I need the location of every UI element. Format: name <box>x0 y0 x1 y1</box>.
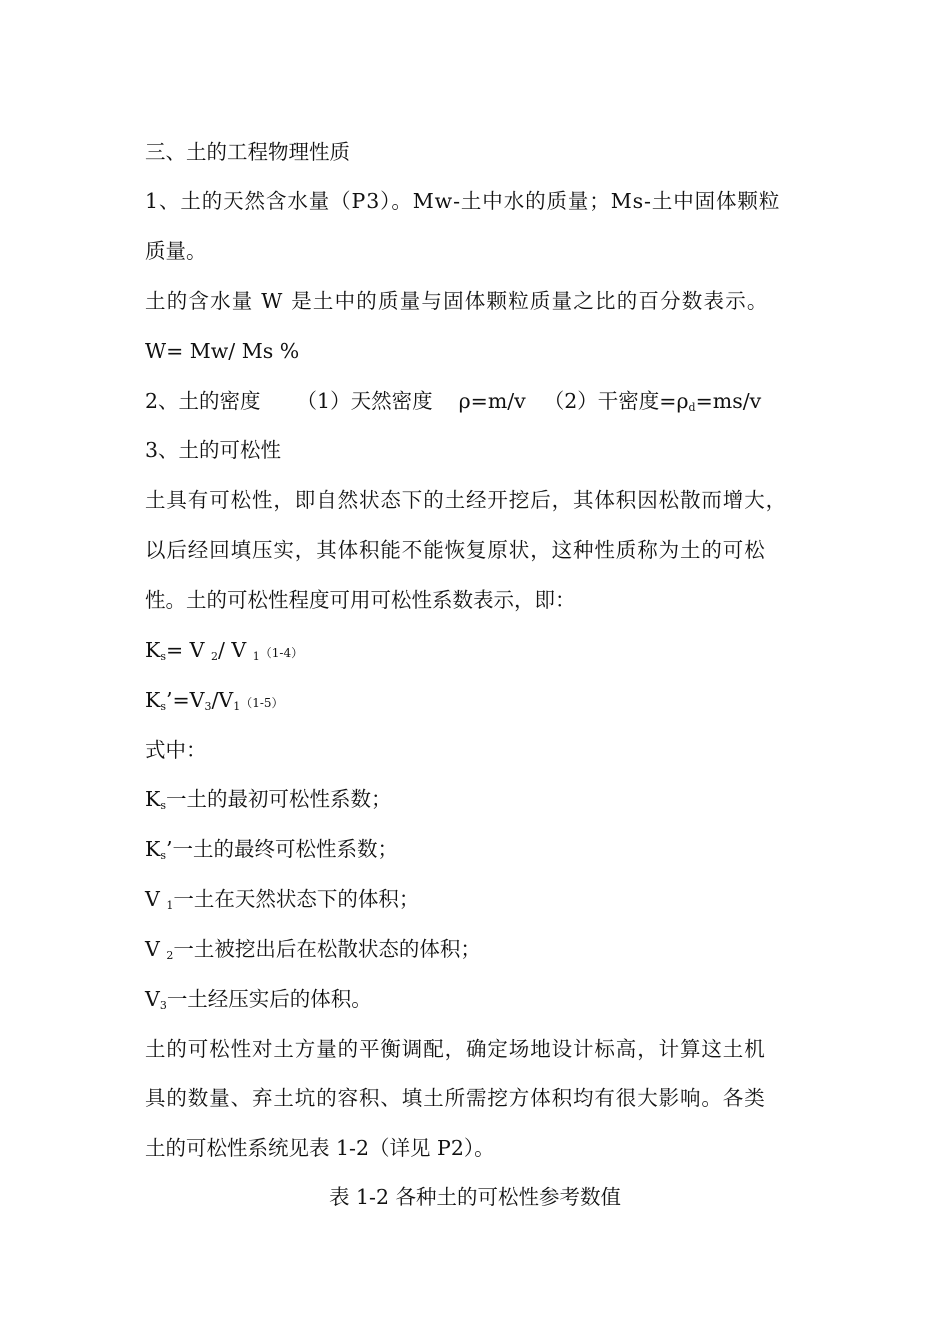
formula-1-5-tag: （1-5） <box>240 696 284 710</box>
dry-density-subscript: d <box>688 401 696 414</box>
dry-density-prefix: （2）干密度=ρ <box>543 389 689 413</box>
item1-line2: 质量。 <box>145 239 207 263</box>
definition-v2 <box>145 934 481 964</box>
looseness-heading: 3、土的可松性 <box>145 438 282 462</box>
table-caption: 表 1-2 各种土的可松性参考数值 <box>328 1185 622 1209</box>
formula-1-4-slash: / V <box>218 638 253 662</box>
definition-ks-sub: s <box>160 799 166 812</box>
formula-1-5-mid: ’=V <box>165 688 205 712</box>
definition-v3-symbol: V <box>145 987 160 1011</box>
definition-v1-symbol: V <box>145 887 167 911</box>
definition-v1 <box>145 884 419 914</box>
formula-1-4-tag: （1-4） <box>259 646 304 660</box>
formula-1-4-k-sub: s <box>160 650 166 663</box>
definition-ks <box>145 784 391 814</box>
looseness-para-line1: 土具有可松性，即自然状态下的土经开挖后，其体积因松散而增大， <box>145 488 787 512</box>
definition-v2-text: 一土被挖出后在松散状态的体积； <box>173 937 481 961</box>
definition-ks-prime-sub: s <box>160 849 166 862</box>
definition-v2-symbol: V <box>145 937 167 961</box>
definition-v3 <box>145 984 372 1014</box>
definition-v3-sub: 3 <box>159 999 167 1012</box>
formula-1-5-slash: /V <box>211 688 234 712</box>
density-label: 2、土的密度 <box>145 389 261 413</box>
definition-ks-prime-text: ’一土的最终可松性系数； <box>165 837 399 861</box>
formula-1-4-v1-sub: 1 <box>252 650 260 663</box>
water-content-formula: W= Mw/ Ms % <box>145 339 300 363</box>
water-content-definition: 土的含水量 W 是土中的质量与固体颗粒质量之比的百分数表示。 <box>145 289 769 313</box>
formula-1-5-v3-sub: 3 <box>204 700 212 713</box>
looseness-para-line3: 性。土的可松性程度可用可松性系数表示，即： <box>145 588 576 612</box>
formula-1-4-k: K <box>145 638 161 662</box>
looseness-para-line2: 以后经回填压实，其体积能不能恢复原状，这种性质称为土的可松 <box>145 538 766 562</box>
definition-ks-text: 一土的最初可松性系数； <box>165 787 392 811</box>
closing-para-line1: 土的可松性对土方量的平衡调配，确定场地设计标高，计算这土机 <box>145 1037 766 1061</box>
formula-1-5-v1-sub: 1 <box>233 700 241 713</box>
formula-1-5-k-sub: s <box>160 700 166 713</box>
definition-ks-prime-symbol: K <box>145 837 161 861</box>
definition-v1-sub: 1 <box>166 899 174 912</box>
definition-ks-symbol: K <box>145 787 161 811</box>
definition-ks-prime <box>145 834 398 864</box>
definition-v3-text: 一土经压实后的体积。 <box>166 987 372 1011</box>
formula-1-5-k: K <box>145 688 161 712</box>
closing-para-line2: 具的数量、弃土坑的容积、填土所需挖方体积均有很大影响。各类 <box>145 1086 766 1110</box>
dry-density-suffix: =ms/v <box>695 389 762 413</box>
formula-1-4-mid: = V <box>165 638 211 662</box>
item1-line1: 1、土的天然含水量（P3）。Mw-土中水的质量；Ms-土中固体颗粒 <box>145 189 781 213</box>
natural-density-formula: ρ=m/v <box>458 389 526 413</box>
formula-1-4 <box>145 635 303 668</box>
section-heading: 三、土的工程物理性质 <box>145 140 350 164</box>
natural-density-label: （1）天然密度 <box>296 389 433 413</box>
closing-para-line3: 土的可松性系统见表 1-2（详见 P2）。 <box>145 1136 495 1160</box>
density-line <box>145 386 761 416</box>
where-label: 式中： <box>145 738 207 762</box>
formula-1-5 <box>145 685 284 718</box>
definition-v2-sub: 2 <box>166 949 174 962</box>
definition-v1-text: 一土在天然状态下的体积； <box>173 887 420 911</box>
formula-1-4-v2-sub: 2 <box>211 650 218 663</box>
